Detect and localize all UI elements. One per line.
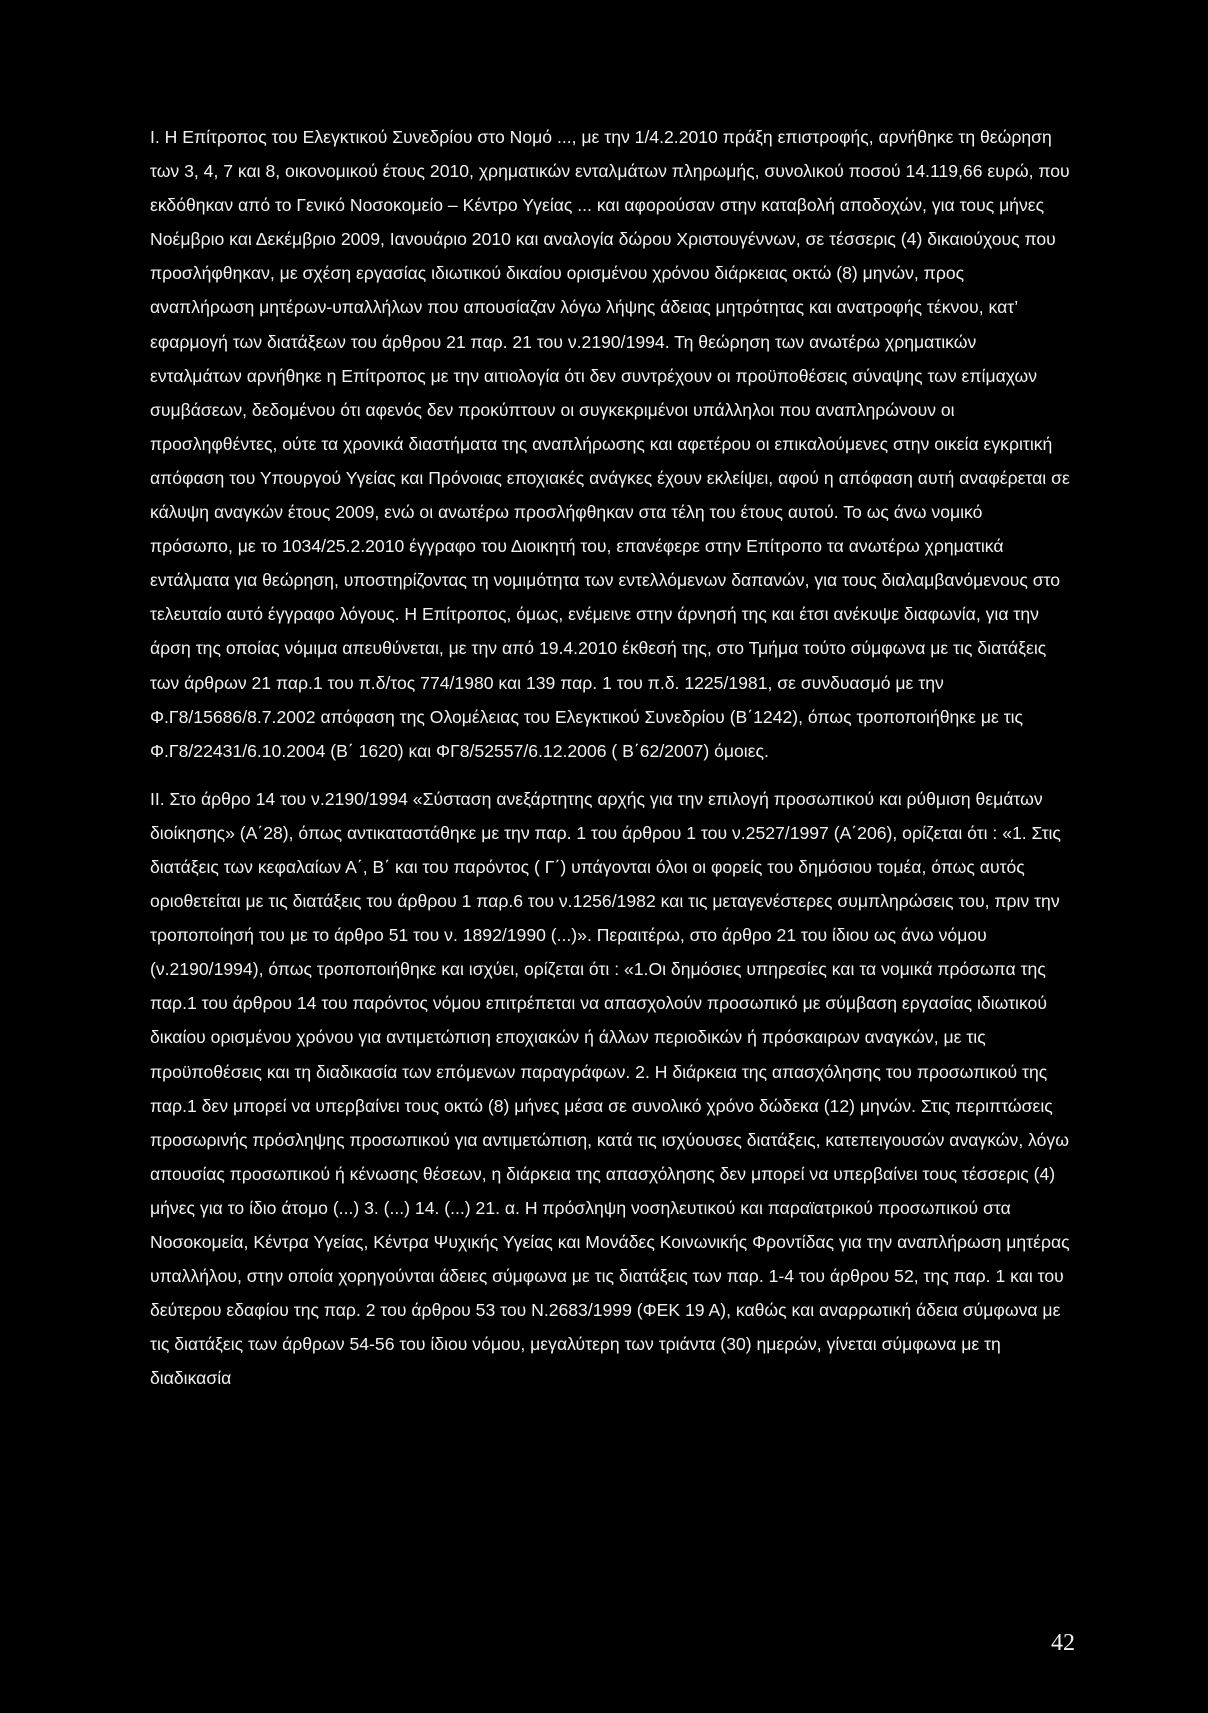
paragraph-ii: II. Στο άρθρο 14 του ν.2190/1994 «Σύσταση ανεξάρτητης αρχής για την επιλογή προσωπικού και ρύθμιση θεμάτων διοίκησης» (Α΄28), όπως αντικαταστάθηκε με την παρ. 1 του άρθρου 1 του ν.2527/1997 (Α΄206), ορίζεται ότι : «1. Στις διατάξεις των κεφαλαίων Α΄, Β΄ και του παρόντος ( Γ΄) υπάγονται όλοι οι φορείς του δημόσιου τομέα, όπως αυτός οριοθετείται με τις διατάξεις του άρθρου 1 παρ.6 του ν.1256/1982 και τις μεταγενέστερες συμπληρώσεις του, πριν την τροποποίησή του με το άρθρο 51 του ν. 1892/1990 (...)». Περαιτέρω, στο άρθρο 21 του ίδιου ως άνω νόμου (ν.2190/1994), όπως τροποποιήθηκε και ισχύει, ορίζεται ότι : «1.Οι δημόσιες υπηρεσίες και τα νομικά πρόσωπα της παρ.1 του άρθρου 14 του παρόντος νόμου επιτρέπεται να απασχολούν προσωπικό με σύμβαση εργασίας ιδιωτικού δικαίου ορισμένου χρόνου για αντιμετώπιση εποχιακών ή άλλων περιοδικών ή πρόσκαιρων αναγκών, με τις προϋποθέσεις και τη διαδικασία των επόμενων παραγράφων. 2. Η διάρκεια της απασχόλησης του προσωπικού της παρ.1 δεν μπορεί να υπερβαίνει τους οκτώ (8) μήνες μέσα σε συνολικό χρόνο δώδεκα (12) μηνών. Στις περιπτώσεις προσωρινής πρόσληψης προσωπικού για αντιμετώπιση, κατά τις ισχύουσες διατάξεις, κατεπειγουσών αναγκών, λόγω απουσίας προσωπικού ή κένωσης θέσεων, η διάρκεια της απασχόλησης δεν μπορεί να υπερβαίνει τους τέσσερις (4) μήνες για το ίδιο άτομο (...) 3. (...) 14. (...) 21. α. Η πρόσληψη νοσηλευτικού και παραϊατρικού προσωπικού στα Νοσοκομεία, Κέντρα Υγείας, Κέντρα Ψυχικής Υγείας και Μονάδες Κοινωνικής Φροντίδας για την αναπλήρωση μητέρας υπαλλήλου, στην οποία χορηγούνται άδειες σύμφωνα με τις διατάξεις των παρ. 1-4 του άρθρου 52, της παρ. 1 και του δεύτερου εδαφίου της παρ. 2 του άρθρου 53 του Ν.2683/1999 (ΦΕΚ 19 Α), καθώς και αναρρωτική άδεια σύμφωνα με τις διατάξεις των άρθρων 54-56 του ίδιου νόμου, μεγαλύτερη των τριάντα (30) ημερών, γίνεται σύμφωνα με τη διαδικασία bbox=[150, 788, 1070, 1389]
page-number: 42 bbox=[1051, 1630, 1075, 1656]
document-body bbox=[150, 120, 1070, 1395]
paragraph-i: I. Η Επίτροπος του Ελεγκτικού Συνεδρίου στο Νομό ..., με την 1/4.2.2010 πράξη επιστροφής, αρνήθηκε τη θεώρηση των 3, 4, 7 και 8, οικονομικού έτους 2010, χρηματικών ενταλμάτων πληρωμής, συνολικού ποσού 14.119,66 ευρώ, που εκδόθηκαν από το Γενικό Νοσοκομείο – Κέντρο Υγείας ... και αφορούσαν στην καταβολή αποδοχών, για τους μήνες Νοέμβριο και Δεκέμβριο 2009, Ιανουάριο 2010 και αναλογία δώρου Χριστουγέννων, σε τέσσερις (4) δικαιούχους που προσλήφθηκαν, με σχέση εργασίας ιδιωτικού δικαίου ορισμένου χρόνου διάρκειας οκτώ (8) μηνών, προς αναπλήρωση μητέρων-υπαλλήλων που απουσίαζαν λόγω λήψης άδειας μητρότητας και ανατροφής τέκνου, κατ’ εφαρμογή των διατάξεων του άρθρου 21 παρ. 21 του ν.2190/1994. Τη θεώρηση των ανωτέρω χρηματικών ενταλμάτων αρνήθηκε η Επίτροπος με την αιτιολογία ότι δεν συντρέχουν οι προϋποθέσεις σύναψης των επίμαχων συμβάσεων, δεδομένου ότι αφενός δεν προκύπτουν οι συγκεκριμένοι υπάλληλοι που αναπληρώνουν οι προσληφθέντες, ούτε τα χρονικά διαστήματα της αναπλήρωσης και αφετέρου οι επικαλούμενες στην οικεία εγκριτική απόφαση του Υπουργού Υγείας και Πρόνοιας εποχιακές ανάγκες έχουν εκλείψει, αφού η απόφαση αυτή αναφέρεται σε κάλυψη αναγκών έτους 2009, ενώ οι ανωτέρω προσλήφθηκαν στα τέλη του έτους αυτού. Το ως άνω νομικό πρόσωπο, με το 1034/25.2.2010 έγγραφο του Διοικητή του, επανέφερε στην Επίτροπο τα ανωτέρω χρηματικά εντάλματα για θεώρηση, υποστηρίζοντας τη νομιμότητα των εντελλόμενων δαπανών, για τους διαλαμβανόμενους στο τελευταίο αυτό έγγραφο λόγους. Η Επίτροπος, όμως, ενέμεινε στην άρνησή της και έτσι ανέκυψε διαφωνία, για την άρση της οποίας νόμιμα απευθύνεται, με την από 19.4.2010 έκθεσή της, στο Τμήμα τούτο σύμφωνα με τις διατάξεις των άρθρων 21 παρ.1 του π.δ/τος 774/1980 και 139 παρ. 1 του π.δ. 1225/1981, σε συνδυασμό με την Φ.Γ8/15686/8.7.2002 απόφαση της Ολομέλειας του Ελεγκτικού Συνεδρίου (Β΄1242), όπως τροποποιήθηκε με τις Φ.Γ8/22431/6.10.2004 (Β΄ 1620) και ΦΓ8/52557/6.12.2006 ( Β΄62/2007) όμοιες. bbox=[150, 127, 1070, 761]
